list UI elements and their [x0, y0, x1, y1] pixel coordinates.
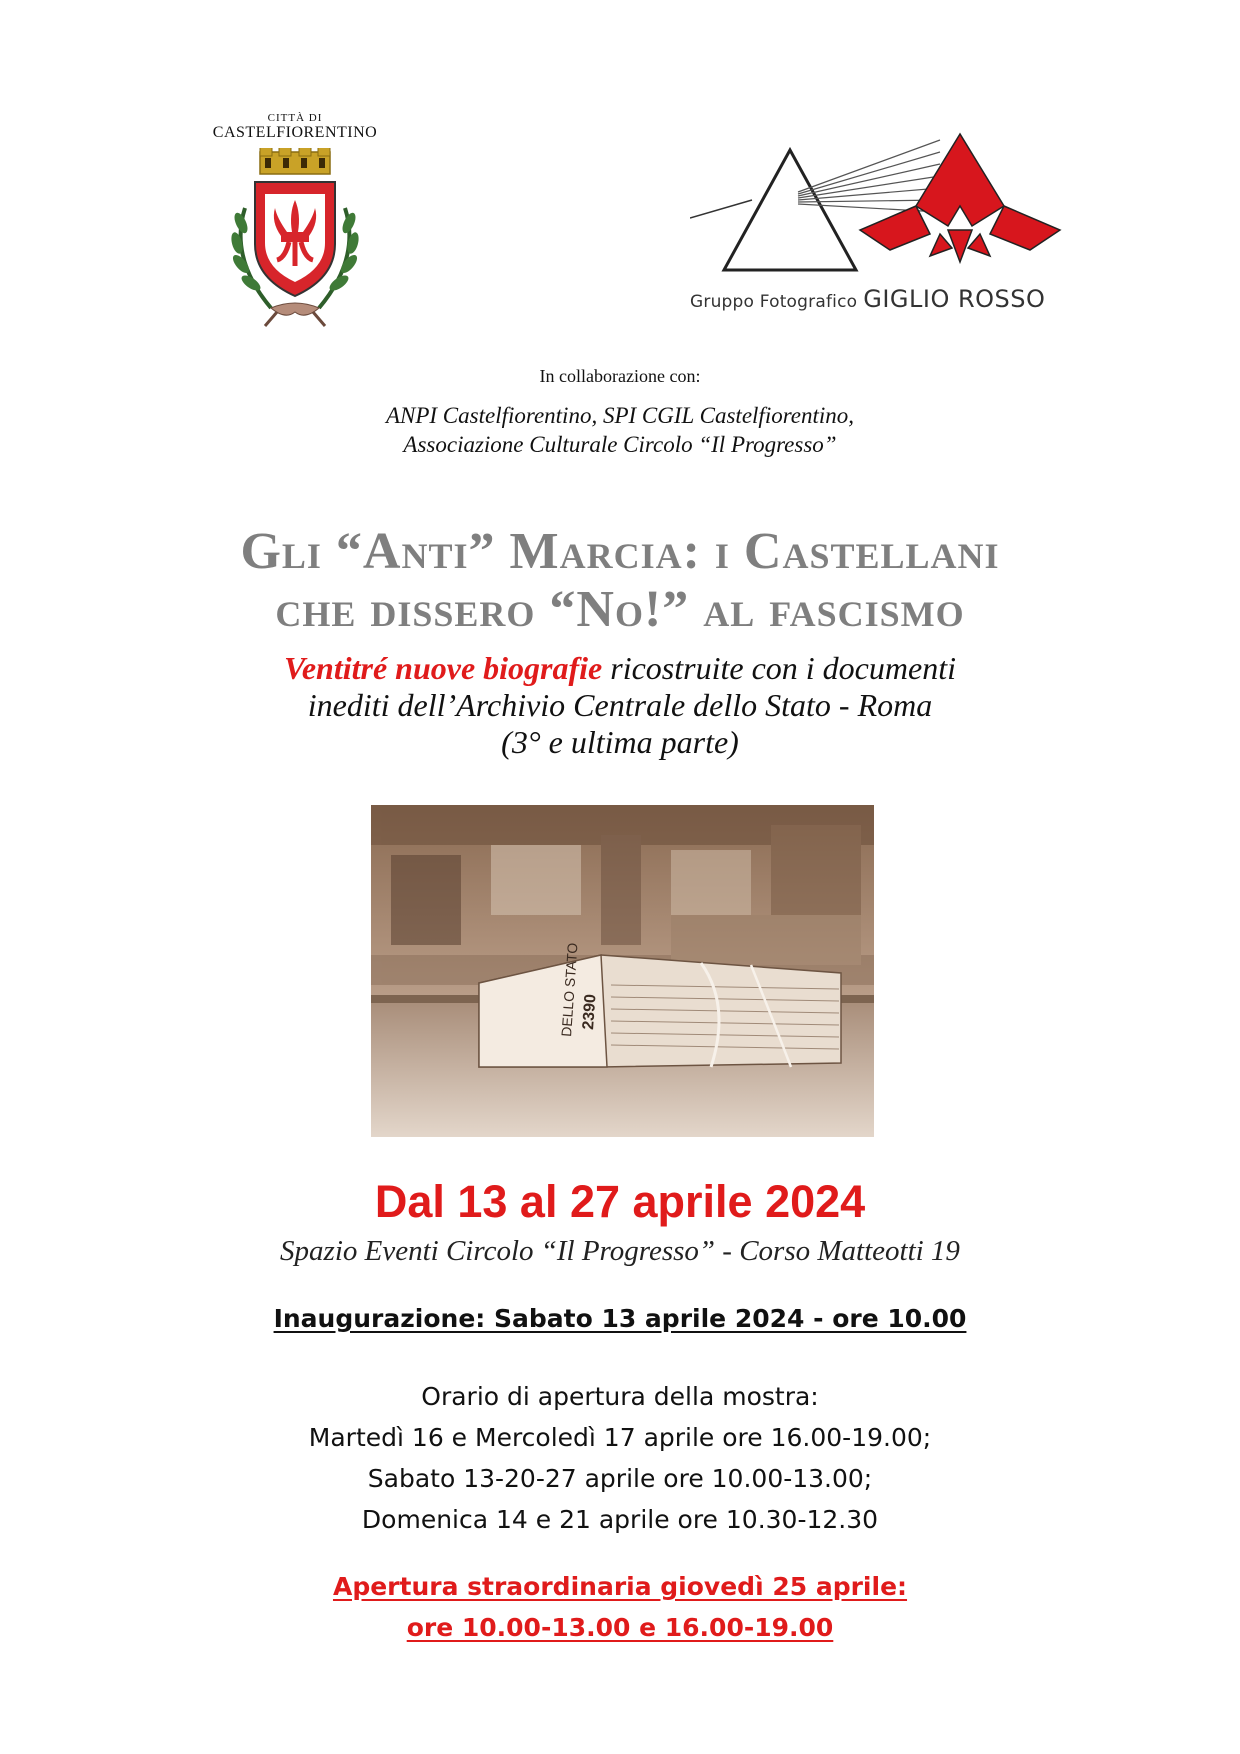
inauguration-info: [0, 1304, 1240, 1333]
hours-line-3: Domenica 14 e 21 aprile ore 10.30-12.30: [361, 1505, 879, 1534]
partners-line-2: Associazione Culturale Circolo “Il Progresso”: [403, 432, 837, 457]
subtitle-line-1: ricostruite con i documenti: [602, 650, 956, 686]
collaboration-label: In collaborazione con:: [539, 366, 701, 386]
prism-lily-icon: [690, 130, 1070, 290]
exhibition-title: [0, 523, 1240, 639]
spine-number: 2390: [580, 993, 600, 1031]
special-line-1: Apertura straordinaria giovedì 25 aprile:: [332, 1572, 908, 1601]
giglio-rosso-logo: [690, 130, 1070, 330]
group-label-big: GIGLIO ROSSO: [863, 285, 1046, 313]
group-label-small: Gruppo Fotografico: [690, 292, 858, 312]
inauguration-text: Inaugurazione: Sabato 13 aprile 2024 - ore 10.00: [273, 1304, 967, 1333]
subtitle-line-2: inediti dell’Archivio Centrale dello Stato - Roma: [307, 687, 933, 723]
special-line-2: ore 10.00-13.00 e 16.00-19.00: [406, 1613, 834, 1642]
city-label-big: CASTELFIORENTINO: [212, 124, 378, 141]
subtitle-highlight: Ventitré nuove biografie: [284, 650, 603, 686]
exhibition-dates: Dal 13 al 27 aprile 2024: [374, 1176, 866, 1227]
collaboration-partners: [0, 401, 1240, 459]
city-label-small: CITTÀ DI: [267, 112, 323, 124]
archive-file-image: [371, 805, 874, 1137]
hours-line-1: Martedì 16 e Mercoledì 17 aprile ore 16.00-19.00;: [308, 1423, 932, 1452]
hours-label: Orario di apertura della mostra:: [421, 1382, 819, 1411]
title-line-1: Gli “Anti” Marcia: i Castellani: [240, 523, 1000, 580]
subtitle-line-3: (3° e ultima parte): [501, 724, 739, 760]
spine-label: DELLO STATO: [558, 942, 581, 1038]
opening-hours: [0, 1376, 1240, 1540]
exhibition-venue: Spazio Eventi Circolo “Il Progresso” - Corso Matteotti 19: [280, 1235, 960, 1267]
title-line-2: che dissero “No!” al fascismo: [275, 581, 965, 638]
partners-line-1: ANPI Castelfiorentino, SPI CGIL Castelfiorentino,: [385, 403, 855, 428]
hours-line-2: Sabato 13-20-27 aprile ore 10.00-13.00;: [367, 1464, 873, 1493]
coat-of-arms-icon: [215, 148, 375, 328]
city-coat-of-arms: [205, 112, 385, 342]
special-opening: [0, 1566, 1240, 1648]
exhibition-subtitle: [0, 650, 1240, 761]
giglio-rosso-caption: [690, 285, 1070, 313]
archive-photo: [371, 805, 874, 1137]
